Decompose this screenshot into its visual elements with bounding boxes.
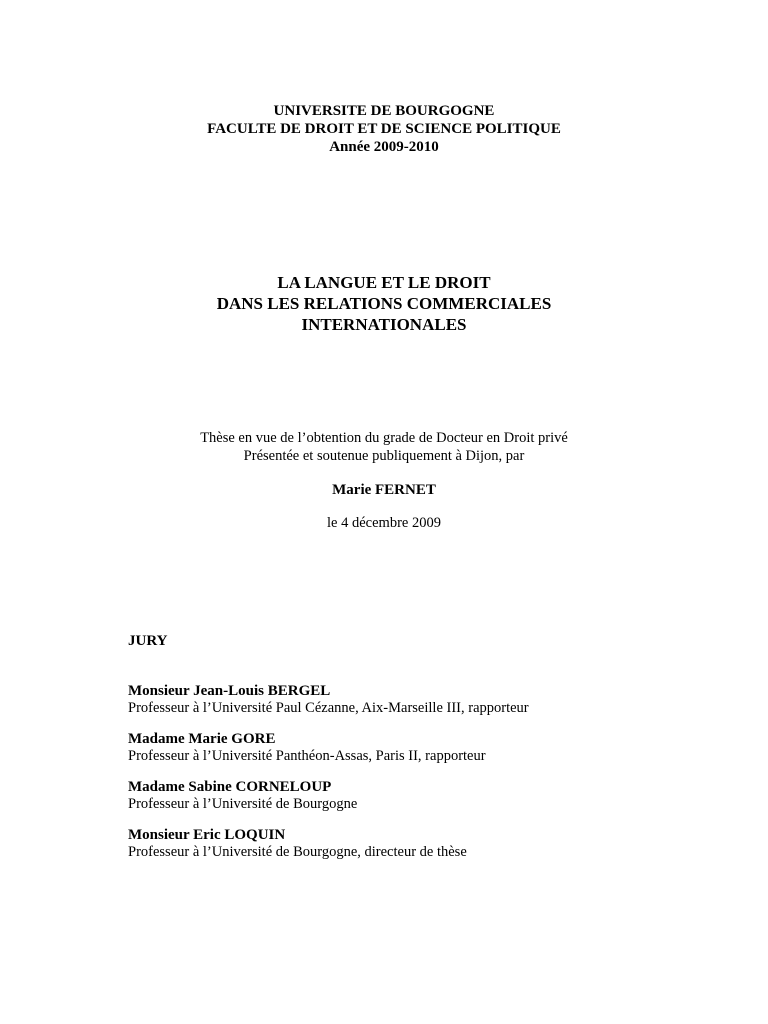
jury-member-name: Madame Marie GORE (128, 731, 276, 747)
defense-date: le 4 décembre 2009 (327, 515, 441, 531)
jury-member (128, 779, 728, 812)
thesis-presentation: Présentée et soutenue publiquement à Dijon, par (243, 447, 525, 464)
jury-member (128, 731, 728, 764)
jury-member (128, 827, 728, 860)
jury-heading: JURY (128, 633, 168, 649)
faculty-name: FACULTE DE DROIT ET DE SCIENCE POLITIQUE (207, 121, 561, 137)
title-line-2: DANS LES RELATIONS COMMERCIALES (216, 294, 552, 313)
institution-header (0, 102, 768, 156)
university-name: UNIVERSITE DE BOURGOGNE (273, 103, 495, 119)
jury-member-role: Professeur à l’Université de Bourgogne, directeur de thèse (128, 843, 467, 860)
thesis-title (0, 272, 768, 335)
jury-member (128, 683, 728, 716)
jury-member-role: Professeur à l’Université de Bourgogne (128, 795, 358, 812)
title-line-3: INTERNATIONALES (301, 315, 467, 334)
thesis-description (0, 430, 768, 465)
jury-member-name: Madame Sabine CORNELOUP (128, 779, 332, 795)
jury-member-role: Professeur à l’Université Panthéon-Assas, Paris II, rapporteur (128, 747, 486, 764)
thesis-purpose: Thèse en vue de l’obtention du grade de Docteur en Droit privé (200, 430, 568, 446)
author-name: Marie FERNET (332, 482, 436, 498)
title-line-1: LA LANGUE ET LE DROIT (277, 273, 491, 292)
jury-member-role: Professeur à l’Université Paul Cézanne, Aix-Marseille III, rapporteur (128, 699, 529, 716)
jury-member-name: Monsieur Jean-Louis BERGEL (128, 683, 331, 699)
jury-section (128, 632, 728, 875)
jury-member-name: Monsieur Eric LOQUIN (128, 827, 286, 843)
academic-year: Année 2009-2010 (329, 139, 439, 155)
